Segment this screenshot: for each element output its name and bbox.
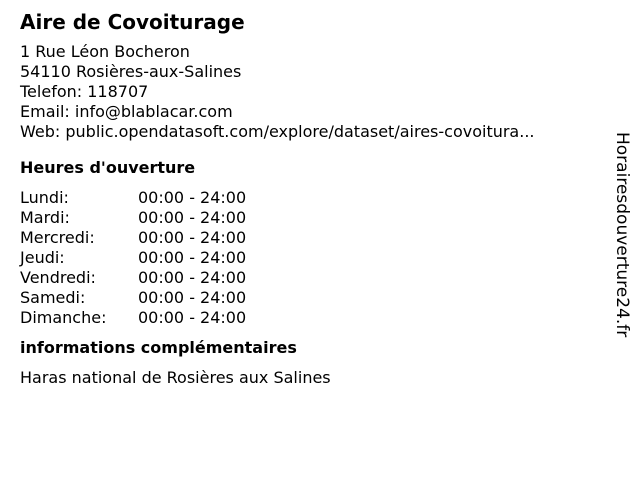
hours-day: Mardi: <box>20 208 70 227</box>
address-line-1: 1 Rue Léon Bocheron <box>20 42 190 61</box>
hours-time: 00:00 - 24:00 <box>138 208 247 227</box>
email-line: Email: info@blablacar.com <box>20 102 233 121</box>
brand-text: Horairesdouverture24.fr <box>612 132 632 338</box>
hours-row-monday <box>20 188 600 208</box>
hours-day: Jeudi: <box>20 248 65 267</box>
hours-time: 00:00 - 24:00 <box>138 248 247 267</box>
hours-row-friday <box>20 268 600 288</box>
hours-time: 00:00 - 24:00 <box>138 268 247 287</box>
brand-watermark <box>612 132 632 372</box>
hours-day: Samedi: <box>20 288 86 307</box>
hours-row-wednesday <box>20 228 600 248</box>
phone-line: Telefon: 118707 <box>20 82 149 101</box>
address-line-2: 54110 Rosières-aux-Salines <box>20 62 242 81</box>
hours-row-saturday <box>20 288 600 308</box>
web-line: Web: public.opendatasoft.com/explore/dataset/aires-covoitura... <box>20 122 535 141</box>
hours-day: Lundi: <box>20 188 69 207</box>
hours-time: 00:00 - 24:00 <box>138 288 247 307</box>
hours-row-tuesday <box>20 208 600 228</box>
info-title: informations complémentaires <box>20 338 297 357</box>
hours-day: Mercredi: <box>20 228 95 247</box>
hours-time: 00:00 - 24:00 <box>138 308 247 327</box>
place-card <box>20 8 600 388</box>
hours-list <box>20 188 600 328</box>
hours-day: Vendredi: <box>20 268 96 287</box>
hours-time: 00:00 - 24:00 <box>138 228 247 247</box>
place-title: Aire de Covoiturage <box>20 10 245 34</box>
hours-day: Dimanche: <box>20 308 107 327</box>
hours-title: Heures d'ouverture <box>20 158 196 177</box>
hours-time: 00:00 - 24:00 <box>138 188 247 207</box>
hours-row-thursday <box>20 248 600 268</box>
info-text: Haras national de Rosières aux Salines <box>20 368 331 387</box>
hours-row-sunday <box>20 308 600 328</box>
